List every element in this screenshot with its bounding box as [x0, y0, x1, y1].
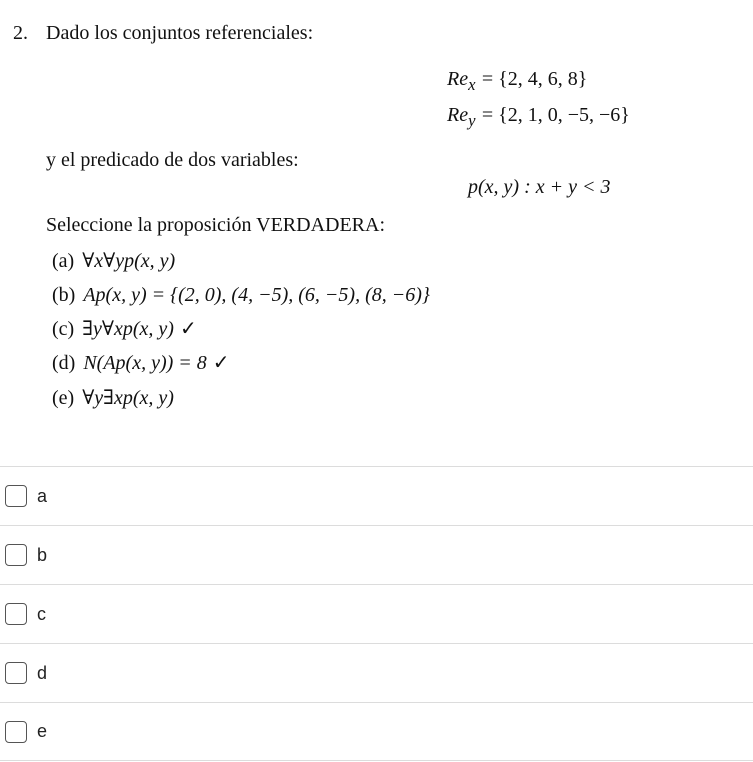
option-label: (c): [52, 318, 75, 340]
re-x-symbol: Re: [447, 68, 469, 90]
checkmark-icon: ✓: [212, 350, 230, 374]
re-y-symbol: Re: [447, 104, 469, 126]
answer-checkbox-b[interactable]: [5, 544, 27, 566]
checkmark-icon: ✓: [179, 316, 197, 340]
option-a: [52, 248, 175, 273]
option-label: (e): [52, 387, 75, 409]
option-label: (a): [52, 250, 75, 272]
answer-label-c: c: [37, 603, 46, 624]
answer-checkbox-a[interactable]: [5, 485, 27, 507]
option-e: [52, 385, 174, 410]
referential-set-x: [447, 66, 587, 95]
option-text: Ap(x, y) = {(2, 0), (4, −5), (6, −5), (8, −6)}: [83, 284, 430, 306]
option-text: N(Ap(x, y)) = 8: [83, 352, 207, 374]
option-text: ∀y∃xp(x, y): [82, 387, 174, 409]
option-d: [52, 350, 230, 375]
referential-set-y: [447, 102, 630, 131]
option-b: [52, 282, 430, 307]
answer-choices: [0, 466, 753, 761]
answer-choice-c[interactable]: [0, 584, 753, 643]
answer-label-b: b: [37, 544, 48, 565]
answer-label-d: d: [37, 662, 48, 683]
answer-checkbox-d[interactable]: [5, 662, 27, 684]
re-y-value: = {2, 1, 0, −5, −6}: [481, 104, 630, 126]
answer-label-e: e: [37, 721, 48, 741]
question-number: 2.: [13, 22, 28, 44]
option-text: ∃y∀xp(x, y): [82, 318, 174, 340]
answer-checkbox-c[interactable]: [5, 603, 27, 625]
re-y-subscript: y: [468, 111, 476, 130]
select-prompt: Seleccione la proposición VERDADERA:: [46, 214, 386, 236]
predicate-intro: y el predicado de dos variables:: [46, 149, 299, 171]
answer-choice-a[interactable]: [0, 466, 753, 525]
option-text: ∀x∀yp(x, y): [82, 250, 176, 272]
re-x-subscript: x: [468, 75, 476, 94]
answer-label-a: a: [37, 485, 48, 506]
re-x-value: = {2, 4, 6, 8}: [481, 68, 588, 90]
question-intro: Dado los conjuntos referenciales:: [46, 22, 314, 44]
answer-checkbox-e[interactable]: [5, 721, 27, 743]
predicate-formula: p(x, y) : x + y < 3: [468, 176, 611, 198]
option-label: (b): [52, 284, 76, 306]
option-label: (d): [52, 352, 76, 374]
answer-choice-d[interactable]: [0, 643, 753, 702]
answer-choice-e[interactable]: [0, 702, 753, 761]
option-c: [52, 316, 197, 341]
answer-choice-b[interactable]: [0, 525, 753, 584]
